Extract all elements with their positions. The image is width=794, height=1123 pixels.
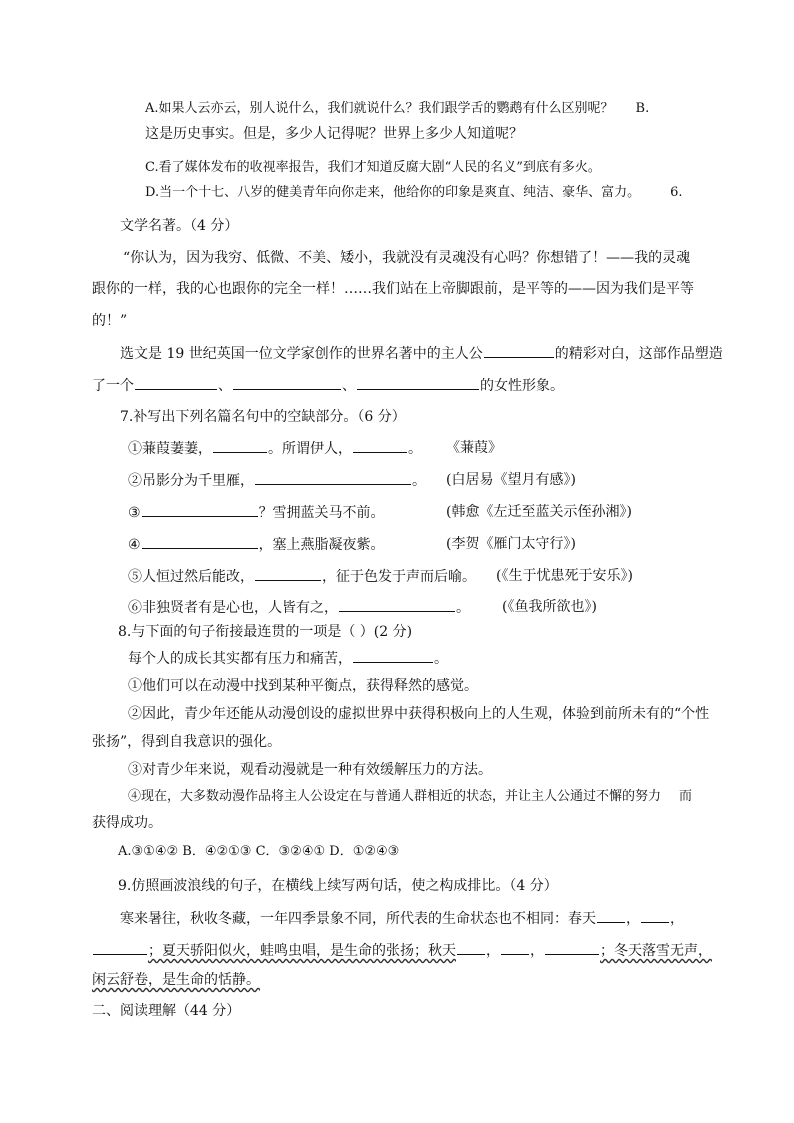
q7-source: (《生于忧患死于安乐》)	[496, 568, 633, 584]
q6-prompt-line: 选文是 19 世纪英国一位文学家创作的世界名著中的主人公 的精彩对白，这部作品塑造	[120, 346, 723, 362]
q7-line-6: ⑥非独贤者有是心也，人皆有之， 。	[128, 600, 470, 616]
answer-blank[interactable]	[501, 942, 529, 955]
q6-quote-line: “你认为，因为我穷、低微、不美、矮小，我就没有灵魂没有心吗？你想错了！——我的灵魂	[123, 250, 691, 266]
q7-source: (李贺《雁门太守行》)	[446, 536, 576, 552]
q7-source: (白居易《望月有感》)	[446, 472, 576, 488]
q9-title: 9.仿照画波浪线的句子，在横线上续写两句话，使之构成排比。（4 分）	[118, 878, 558, 894]
answer-blank[interactable]	[93, 942, 147, 955]
answer-blank[interactable]	[545, 942, 599, 955]
q7-line-3: ③ ？雪拥蓝关马不前。	[128, 505, 385, 521]
q6-prompt-line: 了一个 、 、 的女性形象。	[92, 378, 564, 394]
q7-line-1: ①蒹葭萋萋， 。所谓伊人， 。	[128, 441, 422, 457]
q5-option-b-text: 这是历史事实。但是，多少人记得呢？世界上多少人知道呢？	[145, 126, 523, 142]
q9-line: ；夏天骄阳似火，蛙鸣虫唱，是生命的张扬；秋天 ， ， ；冬天落雪无声，	[92, 942, 712, 960]
q5-option-b-label: B.	[635, 101, 650, 116]
answer-blank[interactable]	[641, 910, 669, 923]
q5-option-c: C.看了媒体发布的收视率报告，我们才知道反腐大剧“人民的名义”到底有多火。	[145, 160, 601, 175]
q8-sentence-2: ②因此，青少年还能从动漫创设的虚拟世界中获得积极向上的人生观，体验到前所未有的“个性	[128, 706, 710, 722]
answer-blank[interactable]	[457, 942, 485, 955]
answer-blank[interactable]	[339, 599, 455, 612]
q7-title: 7.补写出下列名篇名句中的空缺部分。（6 分）	[120, 409, 406, 425]
q8-title: 8.与下面的句子衔接最连贯的一项是（ ）(2 分)	[118, 624, 413, 640]
answer-blank[interactable]	[484, 345, 554, 358]
answer-blank[interactable]	[142, 504, 258, 517]
answer-blank[interactable]	[255, 568, 321, 581]
answer-blank[interactable]	[135, 377, 217, 390]
q8-sentence-3: ③对青少年来说，观看动漫就是一种有效缓解压力的方法。	[128, 762, 492, 778]
answer-blank[interactable]	[597, 910, 625, 923]
answer-blank[interactable]	[255, 472, 411, 485]
q5-option-d: D.当一个十七、八岁的健美青年向你走来，他给你的印象是爽直、纯洁、豪华、富力。 6.	[145, 185, 683, 200]
answer-blank[interactable]	[213, 440, 267, 453]
q9-line: 寒来暑往，秋收冬藏，一年四季景象不同，所代表的生命状态也不相同：春天 ， ，	[120, 911, 684, 927]
answer-blank[interactable]	[233, 377, 341, 390]
q9-line	[92, 972, 260, 989]
q6-number: 6.	[670, 185, 683, 200]
q8-sentence-2-cont: 张扬”，得到自我意识的强化。	[92, 734, 282, 750]
answer-blank[interactable]	[353, 650, 433, 663]
q5-option-a: A.如果人云亦云，别人说什么，我们就说什么？我们跟学舌的鹦鹉有什么区别呢？ B.	[145, 101, 650, 116]
q6-quote-line: 跟你的一样，我的心也跟你的完全一样！……我们站在上帝脚跟前，是平等的——因为我们是平等	[92, 281, 694, 297]
q8-sentence-4-cont: 获得成功。	[92, 815, 162, 831]
q7-source: (《鱼我所欲也》)	[502, 599, 597, 615]
wavy-underlined-text: 闲云舒卷，是生命的恬静。	[92, 972, 260, 988]
q7-line-4: ④ ，塞上燕脂凝夜紫。	[128, 537, 385, 553]
q8-stem: 每个人的成长其实都有压力和痛苦， 。	[128, 651, 448, 667]
q7-line-2: ②吊影分为千里雁， 。	[128, 473, 426, 489]
q6-title: 文学名著。（4 分）	[120, 218, 239, 234]
q7-source: 《蒹葭》	[446, 440, 502, 456]
wavy-underlined-text: ；夏天骄阳似火，蛙鸣虫唱，是生命的张扬；秋天	[148, 943, 456, 959]
q8-options: A.③①④② B．④②①③ C．③②④① D．①②④③	[118, 844, 400, 859]
answer-blank[interactable]	[353, 440, 407, 453]
q6-quote-line: 的！”	[92, 313, 128, 329]
q8-sentence-4: ④现在，大多数动漫作品将主人公设定在与普通人群相近的状态，并让主人公通过不懈的努力 而	[128, 789, 693, 804]
answer-blank[interactable]	[357, 377, 479, 390]
q7-line-5: ⑤人恒过然后能改， ，征于色发于声而后喻。	[128, 569, 476, 585]
q7-source: (韩愈《左迁至蓝关示侄孙湘》)	[446, 504, 632, 520]
wavy-underlined-text: ；冬天落雪无声，	[600, 943, 712, 959]
q8-sentence-1: ①他们可以在动漫中找到某种平衡点，获得释然的感觉。	[128, 678, 478, 694]
section-heading: 二、阅读理解（44 分）	[92, 1003, 241, 1019]
answer-blank[interactable]	[142, 536, 258, 549]
